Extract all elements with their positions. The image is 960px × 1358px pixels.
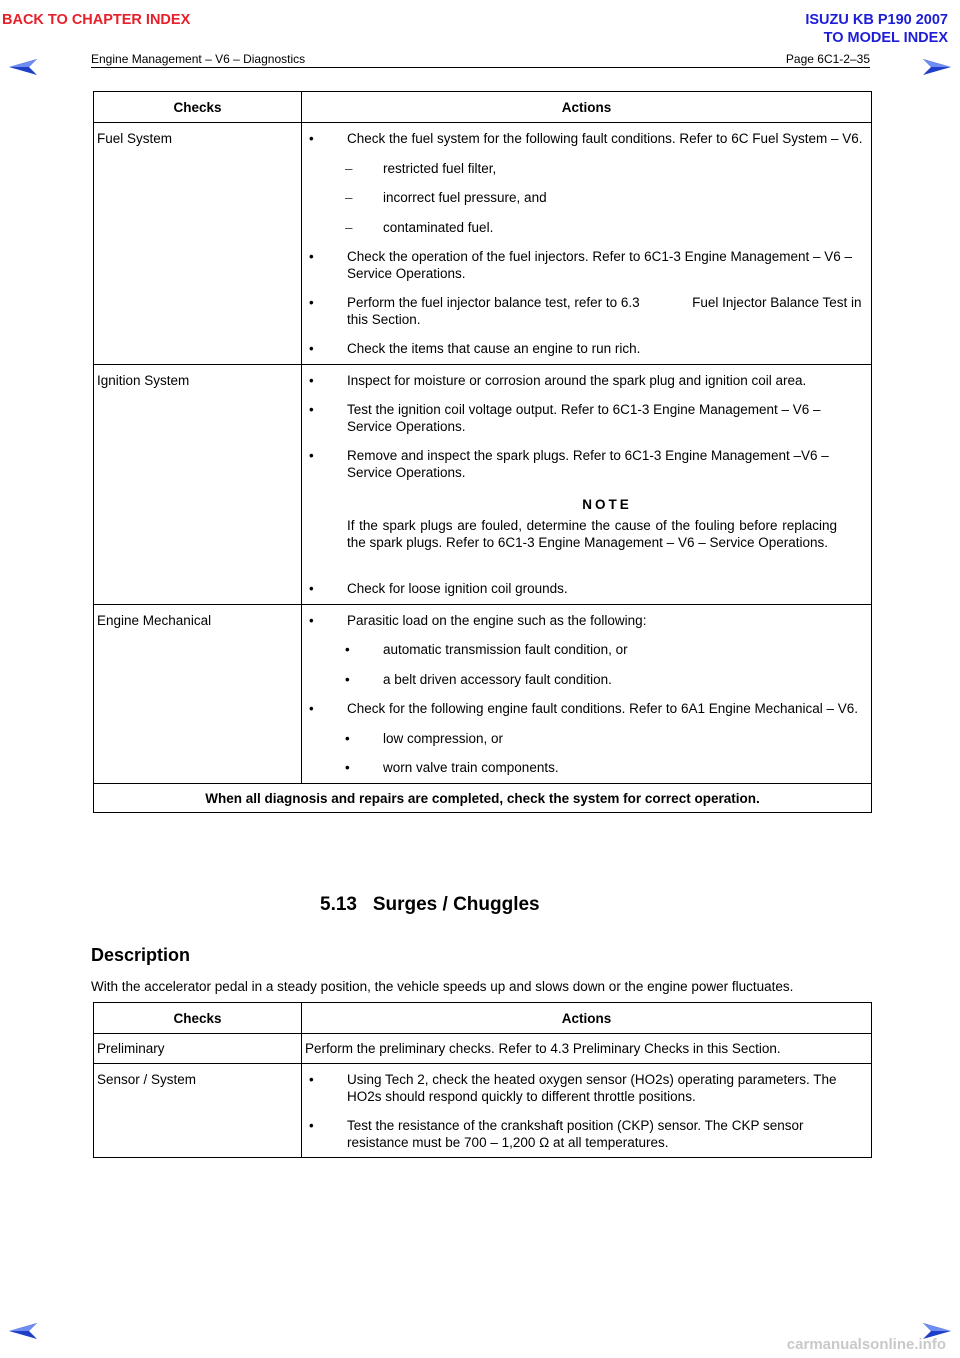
action-item: • Check for the following engine fault conditions. Refer to 6A1 Engine Mechanical – V6. <box>305 701 867 718</box>
action-subitem: – incorrect fuel pressure, and <box>305 190 867 207</box>
check-label: Engine Mechanical <box>94 604 302 783</box>
table-row-ignition-system <box>94 364 872 604</box>
action-subitem: – contaminated fuel. <box>305 220 867 237</box>
note-heading: NOTE <box>582 497 632 512</box>
model-title-link[interactable]: ISUZU KB P190 2007 <box>805 12 948 28</box>
action-subitem: • automatic transmission fault condition, or <box>305 642 867 659</box>
to-model-index-link[interactable]: TO MODEL INDEX <box>823 30 948 46</box>
watermark: carmanualsonline.info <box>786 1336 946 1353</box>
action-subitem: • worn valve train components. <box>305 760 867 777</box>
back-to-chapter-index-link[interactable]: BACK TO CHAPTER INDEX <box>2 12 191 28</box>
completion-note: When all diagnosis and repairs are completed, check the system for correct operation. <box>94 783 872 812</box>
check-label: Ignition System <box>94 364 302 604</box>
description-text: With the accelerator pedal in a steady position, the vehicle speeds up and slows down or the engine power fluctuates. <box>91 979 794 994</box>
action-subitem: – restricted fuel filter, <box>305 161 867 178</box>
header-rule <box>91 67 870 68</box>
action-item: • Remove and inspect the spark plugs. Refer to 6C1-3 Engine Management –V6 – Service Operations. <box>305 448 867 481</box>
actions-cell <box>302 364 872 604</box>
actions-column-header: Actions <box>302 1003 872 1034</box>
action-item: • Check for loose ignition coil grounds. <box>305 581 867 598</box>
check-label: Fuel System <box>94 123 302 365</box>
next-page-arrow-icon[interactable] <box>922 58 952 76</box>
action-item: • Check the items that cause an engine to run rich. <box>305 341 867 358</box>
actions-cell <box>302 604 872 783</box>
action-item: • Check the fuel system for the following fault conditions. Refer to 6C Fuel System – V6. <box>305 131 867 148</box>
checks-column-header: Checks <box>94 92 302 123</box>
action-item: • Inspect for moisture or corrosion around the spark plug and ignition coil area. <box>305 373 867 390</box>
check-label: Preliminary <box>94 1034 302 1064</box>
note-text: If the spark plugs are fouled, determine the cause of the fouling before replacing the spark plugs. Refer to 6C1-3 Engine Management – V6 – Service Operations. <box>347 518 837 550</box>
check-label: Sensor / System <box>94 1064 302 1158</box>
action-subitem: • low compression, or <box>305 731 867 748</box>
page-number: Page 6C1-2–35 <box>785 52 870 66</box>
actions-column-header: Actions <box>302 92 872 123</box>
action-item: • Check the operation of the fuel injectors. Refer to 6C1-3 Engine Management – V6 – Service Operations. <box>305 249 867 282</box>
table-footer-row <box>94 783 872 812</box>
action-item: • Test the ignition coil voltage output. Refer to 6C1-3 Engine Management – V6 – Service Operations. <box>305 402 867 435</box>
previous-page-bottom-arrow-icon[interactable] <box>8 1322 38 1340</box>
checks-column-header: Checks <box>94 1003 302 1034</box>
surges-checks-table <box>93 1002 872 1158</box>
table-row-fuel-system <box>94 123 872 365</box>
table-row-preliminary <box>94 1034 872 1064</box>
description-heading: Description <box>91 945 191 965</box>
table-header-row <box>94 1003 872 1034</box>
previous-page-arrow-icon[interactable] <box>8 58 38 76</box>
action-item: • Test the resistance of the crankshaft position (CKP) sensor. The CKP sensor resistance must be 700 – 1,200 Ω at all temperatures. <box>305 1118 867 1151</box>
section-heading: 5.13 Surges / Chuggles <box>320 894 540 915</box>
actions-cell <box>302 123 872 365</box>
action-item: • Using Tech 2, check the heated oxygen sensor (HO2s) operating parameters. The HO2s should respond quickly to different throttle positions. <box>305 1072 867 1105</box>
table-row-engine-mechanical <box>94 604 872 783</box>
diagnostic-checks-table <box>93 91 872 813</box>
action-item: • Parasitic load on the engine such as the following: <box>305 613 867 630</box>
actions-cell: Perform the preliminary checks. Refer to 4.3 Preliminary Checks in this Section. <box>302 1034 872 1064</box>
action-item: • Perform the fuel injector balance test, refer to 6.3 Fuel Injector Balance Test in this Section. <box>305 295 867 328</box>
actions-cell <box>302 1064 872 1158</box>
running-header-title: Engine Management – V6 – Diagnostics <box>91 52 306 66</box>
table-row-sensor-system <box>94 1064 872 1158</box>
action-subitem: • a belt driven accessory fault condition. <box>305 672 867 689</box>
table-header-row <box>94 92 872 123</box>
